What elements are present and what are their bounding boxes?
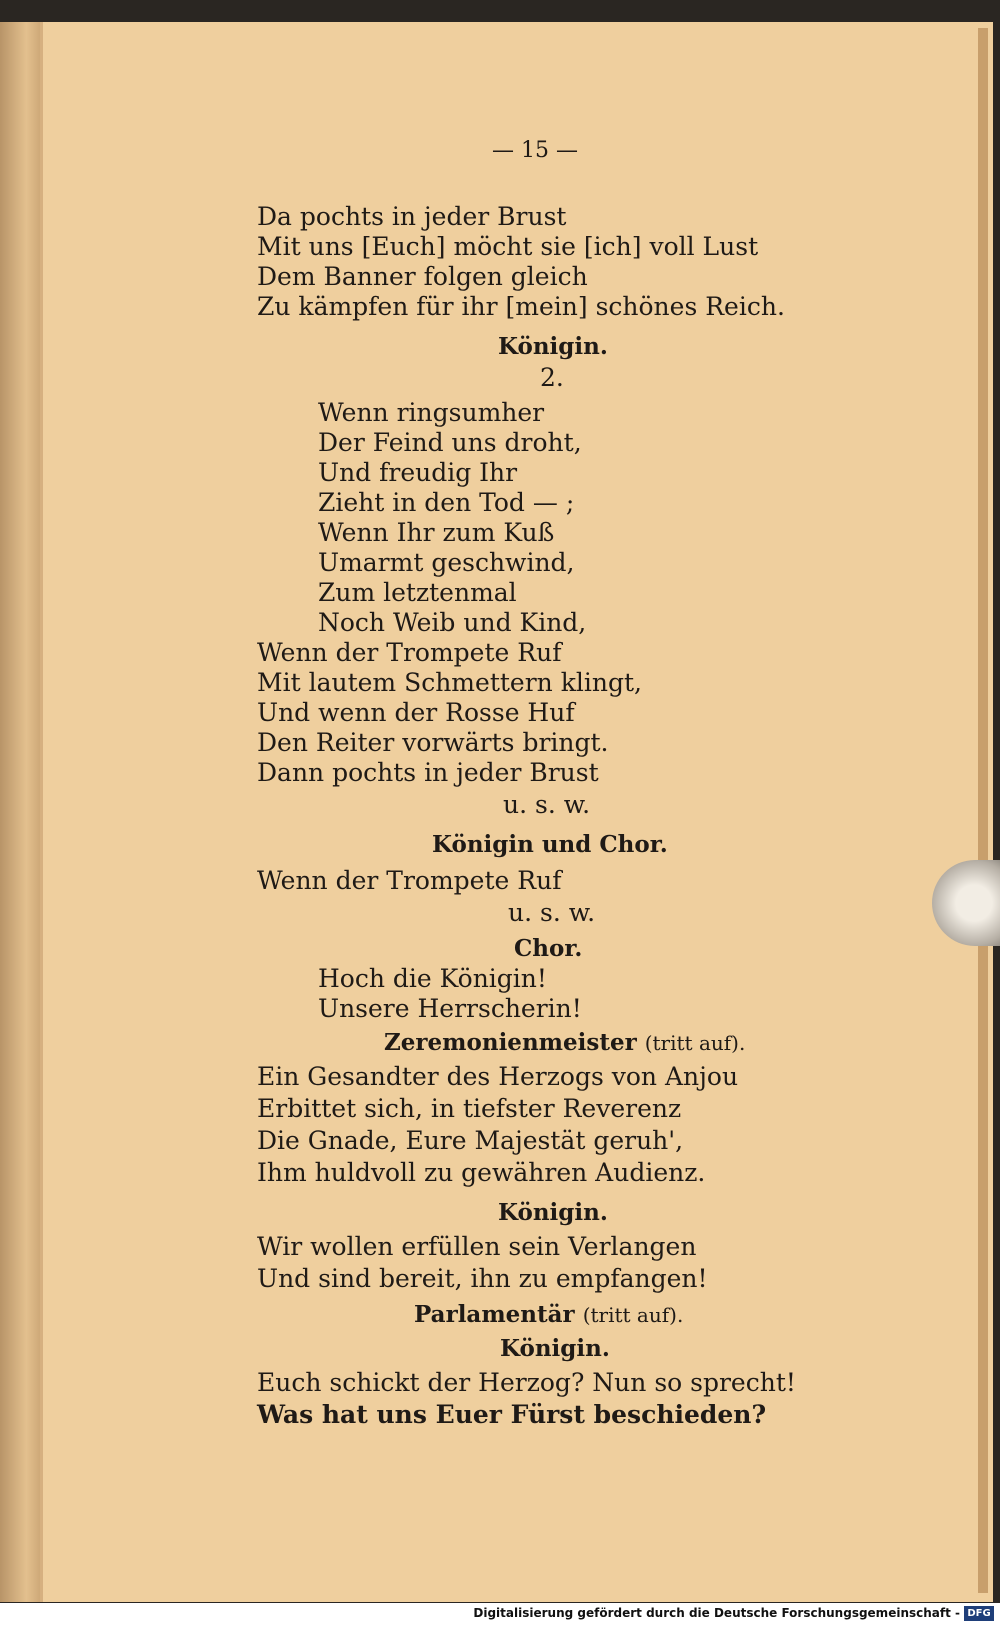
verse-line: Zieht in den Tod — ; bbox=[318, 488, 575, 517]
footer-bar bbox=[0, 1603, 1000, 1625]
footer-credit: Digitalisierung gefördert durch die Deutsche Forschungsgemeinschaft - bbox=[473, 1606, 960, 1620]
verse-line: Der Feind uns droht, bbox=[318, 428, 582, 457]
verse-line: Dem Banner folgen gleich bbox=[257, 262, 588, 291]
speaker-heading bbox=[414, 1300, 683, 1330]
verse-line: Die Gnade, Eure Majestät geruh', bbox=[257, 1126, 684, 1155]
stage-direction: (tritt auf). bbox=[582, 1303, 684, 1327]
verse-line: Wenn Ihr zum Kuß bbox=[318, 518, 555, 547]
speaker-heading: Königin. bbox=[498, 333, 608, 360]
verse-line: Ihm huldvoll zu gewähren Audienz. bbox=[257, 1158, 706, 1187]
verse-line: Umarmt geschwind, bbox=[318, 548, 575, 577]
speaker-heading: Chor. bbox=[514, 935, 583, 962]
etc-line: u. s. w. bbox=[508, 898, 596, 927]
verse-line: Wenn der Trompete Ruf bbox=[257, 866, 562, 895]
verse-line: Und sind bereit, ihn zu empfangen! bbox=[257, 1264, 708, 1293]
verse-line: Erbittet sich, in tiefster Reverenz bbox=[257, 1094, 682, 1123]
verse-line: Wenn der Trompete Ruf bbox=[257, 638, 562, 667]
stanza-number: 2. bbox=[540, 363, 564, 392]
verse-line: Was hat uns Euer Fürst beschieden? bbox=[257, 1400, 767, 1429]
verse-line: Mit uns [Euch] möcht sie [ich] voll Lust bbox=[257, 232, 759, 261]
book-spine bbox=[0, 22, 44, 1602]
verse-line: Ein Gesandter des Herzogs von Anjou bbox=[257, 1062, 739, 1091]
speaker-name: Zeremonienmeister bbox=[384, 1029, 637, 1056]
etc-line: u. s. w. bbox=[503, 790, 591, 819]
verse-line: Noch Weib und Kind, bbox=[318, 608, 587, 637]
verse-line: Zum letztenmal bbox=[318, 578, 517, 607]
speaker-heading bbox=[384, 1028, 745, 1058]
speaker-name: Parlamentär bbox=[414, 1301, 575, 1328]
speaker-heading: Königin. bbox=[500, 1335, 610, 1362]
verse-line: Und freudig Ihr bbox=[318, 458, 518, 487]
verse-line: Dann pochts in jeder Brust bbox=[257, 758, 599, 787]
stage-direction: (tritt auf). bbox=[644, 1031, 746, 1055]
verse-line: Wenn ringsumher bbox=[318, 398, 545, 427]
verse-line: Den Reiter vorwärts bringt. bbox=[257, 728, 609, 757]
speaker-heading: Königin und Chor. bbox=[432, 831, 668, 858]
verse-line: Und wenn der Rosse Huf bbox=[257, 698, 575, 727]
dfg-logo: DFG bbox=[964, 1606, 994, 1621]
verse-line: Wir wollen erfüllen sein Verlangen bbox=[257, 1232, 697, 1261]
page-number: — 15 — bbox=[492, 138, 578, 163]
verse-line: Hoch die Königin! bbox=[318, 964, 547, 993]
verse-line: Mit lautem Schmettern klingt, bbox=[257, 668, 642, 697]
verse-line: Zu kämpfen für ihr [mein] schönes Reich. bbox=[257, 292, 785, 321]
speaker-heading: Königin. bbox=[498, 1199, 608, 1226]
verse-line: Euch schickt der Herzog? Nun so sprecht! bbox=[257, 1368, 796, 1397]
page-edge bbox=[978, 28, 988, 1593]
verse-line: Da pochts in jeder Brust bbox=[257, 202, 567, 231]
verse-line: Unsere Herrscherin! bbox=[318, 994, 582, 1023]
